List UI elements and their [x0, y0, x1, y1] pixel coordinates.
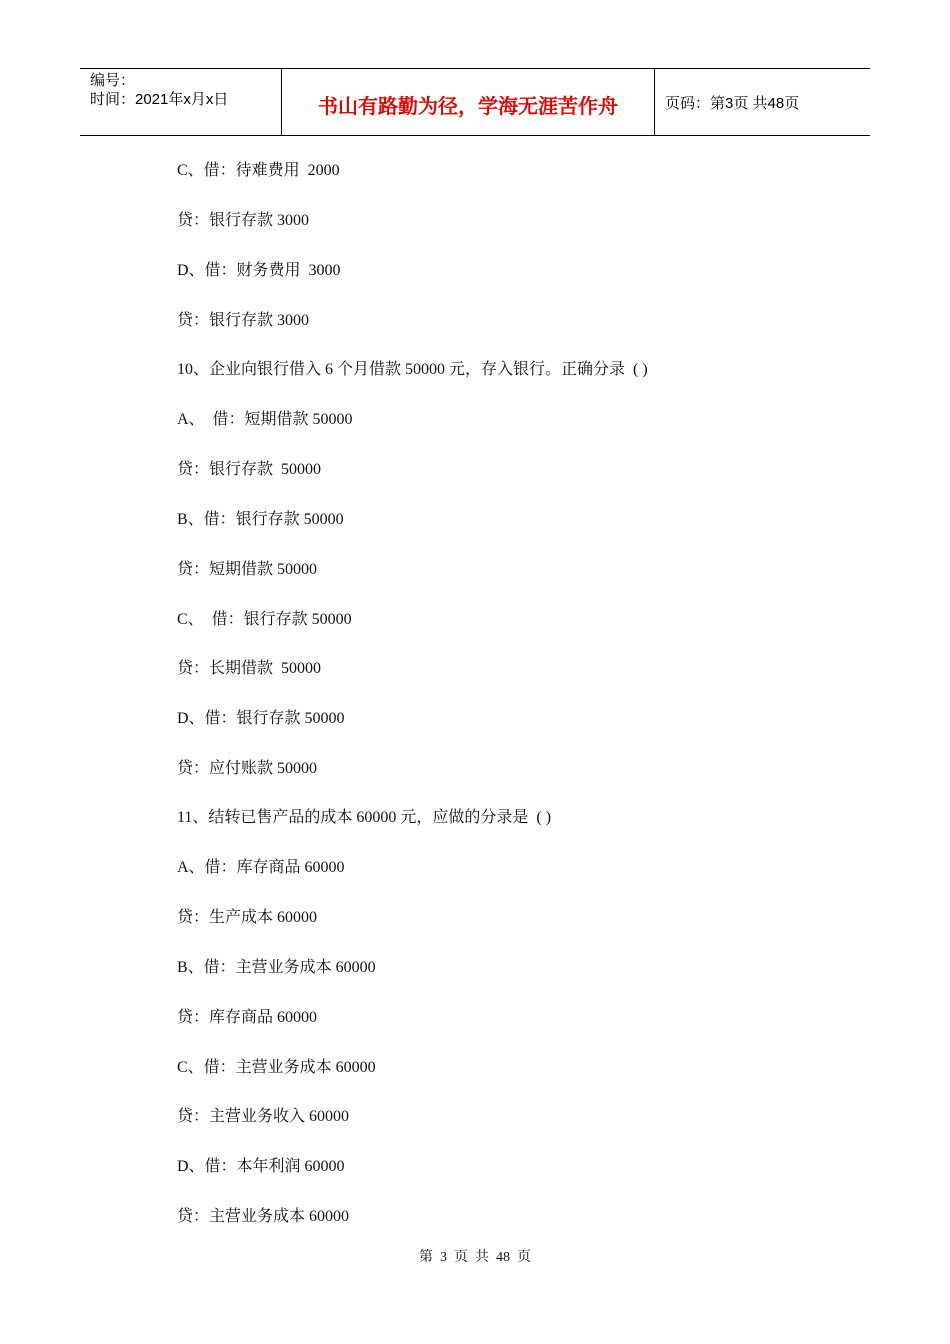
- header-motto: 书山有路勤为径，学海无涯苦作舟: [282, 69, 655, 135]
- text-line: 贷：库存商品 60000: [177, 1009, 318, 1026]
- text-line: 贷：应付账款 50000: [177, 760, 318, 777]
- text-line: A、借：库存商品 60000: [177, 859, 345, 876]
- serial-label: 编号：: [90, 72, 136, 89]
- text-line: 贷：银行存款 3000: [177, 312, 310, 329]
- header-meta: [80, 69, 282, 135]
- text-line: D、借：银行存款 50000: [177, 710, 345, 727]
- text-line: 贷：生产成本 60000: [177, 909, 318, 926]
- text-line: C、借：主营业务成本 60000: [177, 1059, 376, 1076]
- text-line: 贷：银行存款 50000: [177, 461, 322, 478]
- time-label: 时间：2021年x月x日: [90, 91, 229, 108]
- text-line: 贷：主营业务成本 60000: [177, 1208, 350, 1225]
- text-line: A、 借：短期借款 50000: [177, 411, 353, 428]
- text-line: 贷：长期借款 50000: [177, 660, 322, 677]
- text-line: 贷：银行存款 3000: [177, 212, 310, 229]
- text-line: 贷：主营业务收入 60000: [177, 1108, 350, 1125]
- question-11: 11、结转已售产品的成本 60000 元，应做的分录是 ( ): [177, 809, 552, 826]
- text-line: C、借：待难费用 2000: [177, 162, 340, 179]
- question-10: 10、企业向银行借入 6 个月借款 50000 元，存入银行。正确分录 ( ): [177, 361, 648, 378]
- text-line: D、借：本年利润 60000: [177, 1158, 345, 1175]
- header-page-info: 页码：第3页 共48页: [665, 94, 800, 112]
- text-line: D、借：财务费用 3000: [177, 262, 341, 279]
- page-header: [80, 68, 870, 136]
- page-footer: 第 3 页 共 48 页: [419, 1250, 531, 1265]
- text-line: C、 借：银行存款 50000: [177, 611, 352, 628]
- text-line: 贷：短期借款 50000: [177, 561, 318, 578]
- text-line: B、借：主营业务成本 60000: [177, 959, 376, 976]
- text-line: B、借：银行存款 50000: [177, 511, 344, 528]
